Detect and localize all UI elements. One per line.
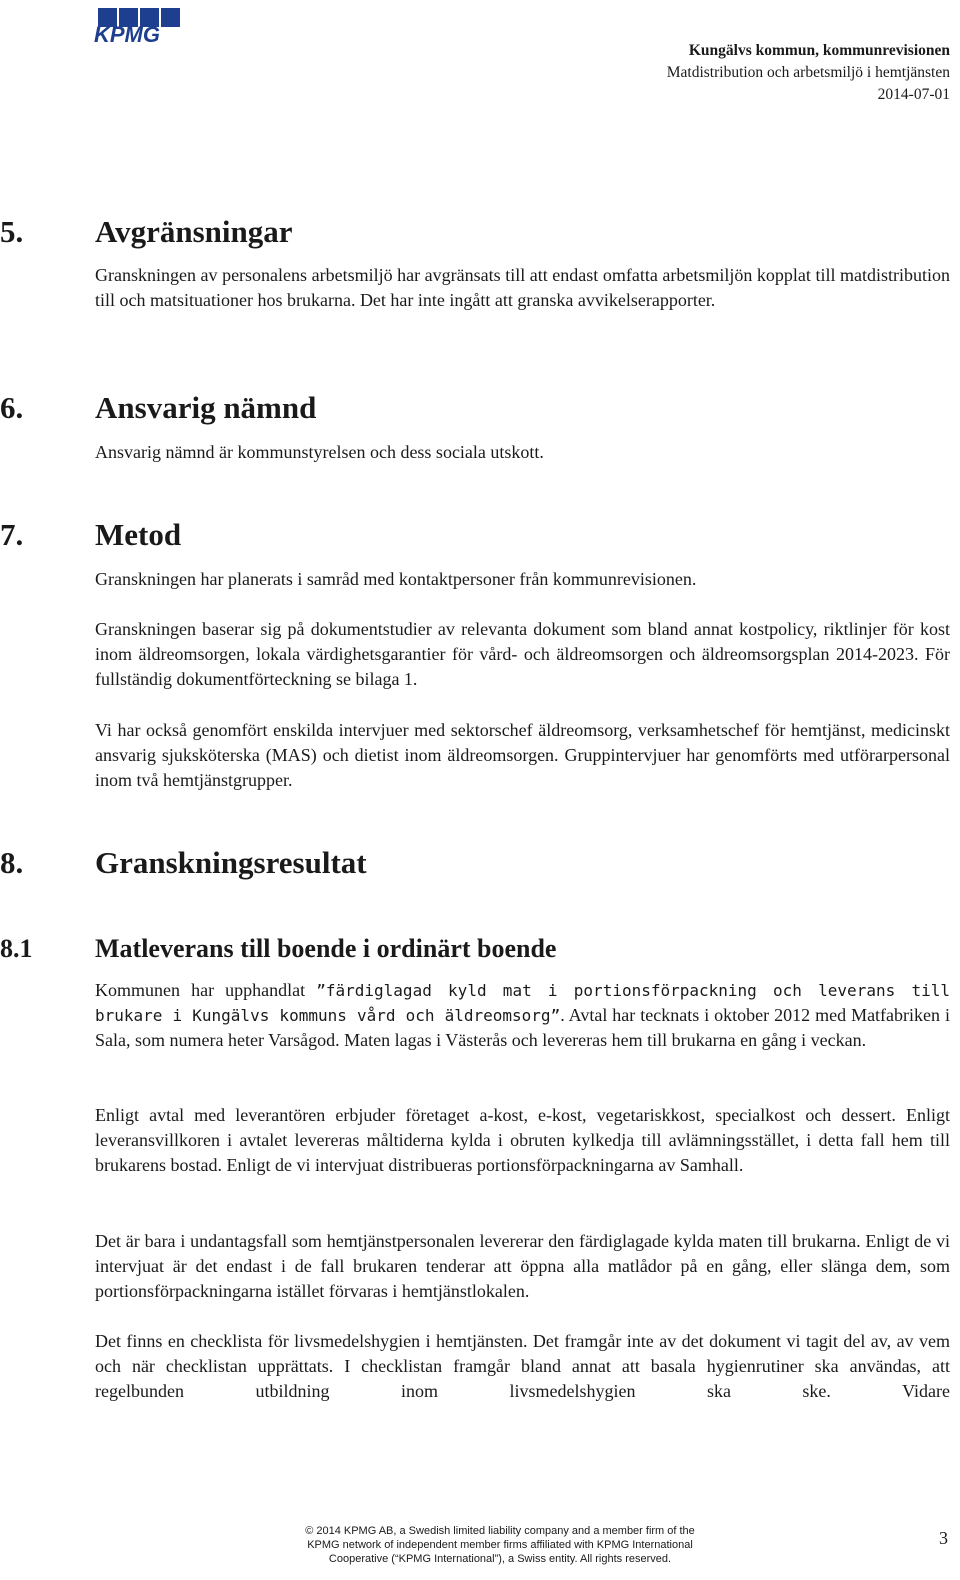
section-6-paragraph: Ansvarig nämnd är kommunstyrelsen och dess sociala utskott.	[95, 442, 544, 462]
kpmg-logo	[92, 6, 188, 46]
section-title: Ansvarig nämnd	[95, 390, 317, 425]
section-7-paragraph-2: Granskningen baserar sig på dokumentstudier av relevanta dokument som bland annat kostpolicy, riktlinjer för kost inom äldreomsorgen, lokala värdighetsgarantier för vård- och äldreomsorgen och äldreomsorgsplan 2014-2023. För fullständig dokumentförteckning se bilaga 1.	[95, 619, 950, 689]
section-number: 5.	[0, 214, 24, 249]
header-report-title: Matdistribution och arbetsmiljö i hemtjänsten	[666, 64, 950, 81]
section-number: 8.1	[0, 934, 33, 963]
paragraph-text: Kommunen har upphandlat	[95, 980, 317, 1000]
section-title: Metod	[95, 517, 182, 552]
kpmg-logo-graphic	[92, 6, 188, 46]
header-organization: Kungälvs kommun, kommunrevisionen	[688, 42, 950, 59]
section-8-1-paragraph-1	[95, 978, 950, 1053]
section-8-1-paragraph-3: Det är bara i undantagsfall som hemtjänstpersonalen levererar den färdiglagade kylda maten till brukarna. Enligt de vi intervjuat är det endast i de fall brukaren tenderar att öppna alla matlådor på en gång, eller slänga dem, som portionsförpackningarna istället förvaras i hemtjänstlokalen.	[95, 1231, 950, 1301]
document-header	[667, 40, 950, 106]
section-number: 7.	[0, 517, 24, 552]
section-7-paragraph-3: Vi har också genomfört enskilda intervjuer med sektorschef äldreomsorg, verksamhetschef för hemtjänst, medicinskt ansvarig sjuksköterska (MAS) och dietist inom äldreomsorgen. Gruppintervjuer har genomförts med utförarpersonal inom två hemtjänstgrupper.	[95, 720, 950, 790]
section-8-1-paragraph-2: Enligt avtal med leverantören erbjuder företaget a-kost, e-kost, vegetariskkost, specialkost och dessert. Enligt leveransvillkoren i avtalet levereras måltiderna kylda i obruten kylkedja till avlämningsstället, i detta fall hem till brukarens bostad. Enligt de vi intervjuat distribueras portionsförpackningarna av Samhall.	[95, 1105, 950, 1175]
section-number: 8.	[0, 845, 24, 880]
section-7-paragraph-1: Granskningen har planerats i samråd med kontaktpersoner från kommunrevisionen.	[95, 569, 697, 589]
logo-text: KPMG	[94, 22, 160, 46]
page-number: 3	[939, 1528, 948, 1548]
section-title: Granskningsresultat	[95, 845, 367, 880]
header-date: 2014-07-01	[877, 86, 950, 103]
footer-line: Cooperative (“KPMG International”), a Swiss entity. All rights reserved.	[328, 1553, 672, 1565]
section-5-paragraph: Granskningen av personalens arbetsmiljö har avgränsats till att endast omfatta arbetsmiljön kopplat till matdistribution till och matsituationer hos brukarna. Det har inte ingått att granska avvikelserapporter.	[95, 265, 950, 310]
section-title: Avgränsningar	[95, 214, 293, 249]
footer-line: © 2014 KPMG AB, a Swedish limited liability company and a member firm of the	[305, 1525, 695, 1537]
footer-line: KPMG network of independent member firms affiliated with KPMG International	[307, 1539, 693, 1551]
quoted-contract-title: ”färdiglagad kyld mat i portionsförpackning och leverans till brukare i Kungälvs kommuns vård och äldreomsorg”	[95, 981, 950, 1025]
paragraph-text: . Avtal har tecknats i oktober 2012 med Matfabriken i Sala, som numera heter Varsågod. Maten lagas i Västerås och levereras hem till brukarna en gång i veckan.	[95, 1005, 950, 1050]
section-title: Matleverans till boende i ordinärt boende	[95, 934, 557, 963]
section-8-1-paragraph-4: Det finns en checklista för livsmedelshygien i hemtjänsten. Det framgår inte av det dokument vi tagit del av, av vem och när checklistan upprättats. I checklistan framgår bland annat att basala hygienrutiner ska användas, att regelbunden utbildning inom livsmedelshygien ska ske. Vidare	[95, 1331, 950, 1401]
copyright-footer	[270, 1524, 730, 1566]
section-number: 6.	[0, 390, 24, 425]
